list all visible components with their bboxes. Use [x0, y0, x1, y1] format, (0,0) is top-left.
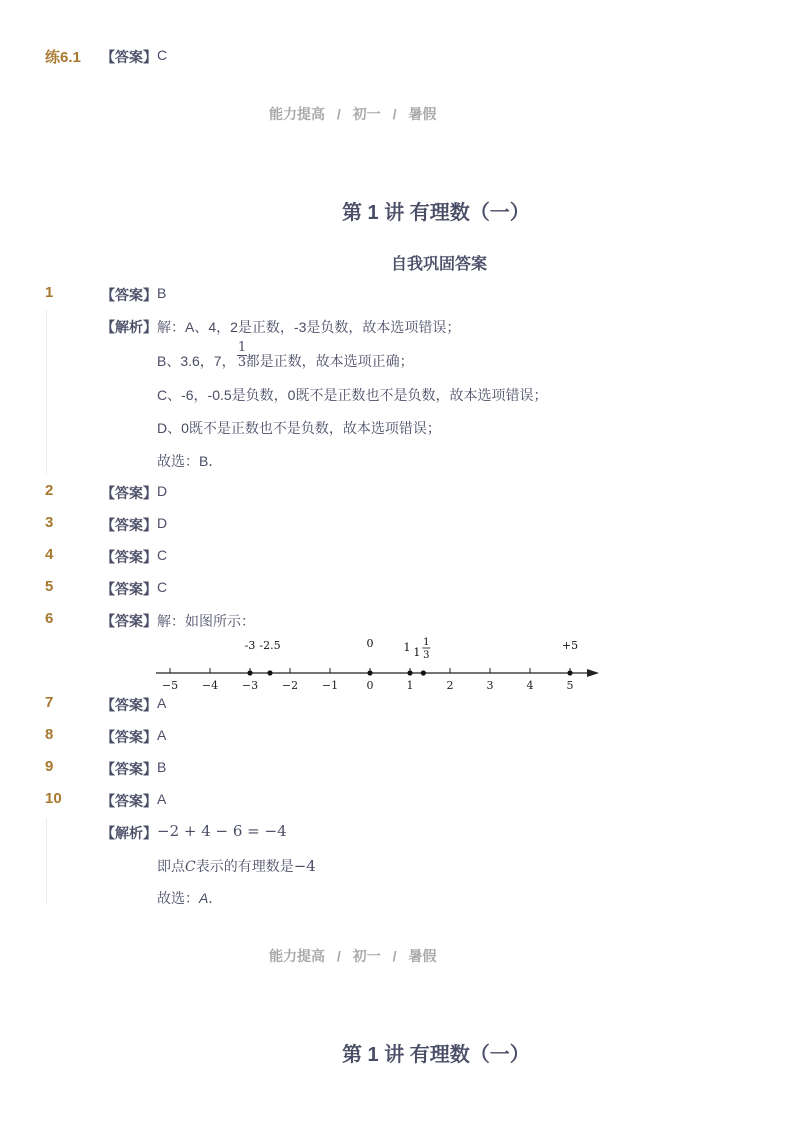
number-line-tick-label: −5	[161, 679, 179, 692]
answer-tag: 【答案】	[101, 613, 157, 629]
math-variable: A	[199, 890, 209, 906]
number-line-tick-label: −3	[241, 679, 259, 692]
answer-tag: 【答案】	[101, 49, 157, 65]
arrow-icon	[587, 669, 599, 677]
number-line-point	[267, 670, 272, 675]
number-line-point-label: -2.5	[259, 639, 281, 652]
answer-value: A	[157, 695, 167, 711]
question-number: 9	[45, 758, 54, 775]
breadcrumb	[269, 946, 436, 966]
breadcrumb	[269, 104, 436, 124]
breadcrumb-separator: /	[336, 948, 341, 964]
number-line-point-label: -3	[244, 639, 256, 652]
answer-value: D	[157, 483, 168, 499]
number-line-point	[567, 670, 572, 675]
analysis-text: 故选：	[157, 890, 199, 906]
analysis-line	[157, 856, 316, 876]
number-line-point-label: +5	[561, 639, 579, 652]
number-line-tick-label: 1	[406, 679, 414, 692]
fraction-numerator: 1	[237, 340, 247, 355]
number-line-point	[407, 670, 412, 675]
number-line-point-label: 0	[366, 637, 374, 650]
analysis-line: 解：A、4，2是正数，-3是负数，故本选项错误；	[157, 319, 461, 335]
answer-value: A	[157, 727, 167, 743]
number-line-tick-label: 4	[526, 679, 534, 692]
block-divider	[46, 818, 47, 903]
analysis-text: B、3.6，7，	[157, 353, 236, 369]
question-number: 6	[45, 610, 54, 627]
analysis-text: 都是正数，故本选项正确；	[245, 353, 414, 369]
math-variable: C	[185, 859, 196, 875]
question-number: 1	[45, 284, 54, 301]
breadcrumb-separator: /	[336, 106, 341, 122]
answer-value: C	[157, 547, 168, 563]
number-line-tick-label: −2	[281, 679, 299, 692]
analysis-text: 表示的有理数是	[195, 858, 294, 874]
breadcrumb-item: 初一	[352, 948, 381, 964]
number-line-tick-label: 5	[566, 679, 574, 692]
answer-value: C	[157, 47, 168, 63]
number-line-point	[367, 670, 372, 675]
answer-tag: 【答案】	[101, 761, 157, 777]
breadcrumb-item: 暑假	[408, 948, 437, 964]
fraction-denominator: 3	[423, 650, 430, 661]
answer-tag: 【答案】	[101, 517, 157, 533]
chapter-title: 第 1 讲 有理数（一）	[342, 1044, 530, 1066]
question-number: 10	[45, 790, 62, 807]
breadcrumb-item: 暑假	[408, 106, 437, 122]
number-line-tick-label: 2	[446, 679, 454, 692]
answer-tag: 【答案】	[101, 485, 157, 501]
answer-tag: 【答案】	[101, 793, 157, 809]
analysis-line: C、-6，-0.5是负数，0既不是正数也不是负数，故本选项错误；	[157, 387, 548, 403]
analysis-line: D、0既不是正数也不是负数，故本选项错误；	[157, 420, 441, 436]
number-line-point	[421, 670, 426, 675]
question-number: 8	[45, 726, 54, 743]
question-number: 5	[45, 578, 54, 595]
number-line-tick-label: 3	[486, 679, 494, 692]
number-line-point-label: 1	[413, 646, 421, 659]
question-number: 3	[45, 514, 54, 531]
analysis-line	[157, 351, 414, 371]
math-expression: −2 + 4 − 6 = −4	[157, 822, 287, 840]
answer-value: C	[157, 579, 168, 595]
answer-tag: 【答案】	[101, 697, 157, 713]
breadcrumb-separator: /	[392, 948, 397, 964]
analysis-text: 即点	[157, 858, 185, 874]
breadcrumb-item: 初一	[352, 106, 381, 122]
answer-value: B	[157, 285, 167, 301]
fraction-denominator: 3	[237, 355, 247, 370]
answer-value: B	[157, 759, 167, 775]
fraction	[235, 341, 249, 370]
number-line-tick-label: −1	[321, 679, 339, 692]
answer-tag: 【答案】	[101, 581, 157, 597]
number-line	[150, 630, 610, 694]
answer-tag: 【答案】	[101, 549, 157, 565]
analysis-line: 故选：B．	[157, 453, 223, 469]
analysis-text: ．	[208, 890, 223, 906]
question-number: 2	[45, 482, 54, 499]
breadcrumb-item: 能力提高	[269, 948, 325, 964]
section-title: 自我巩固答案	[391, 256, 488, 273]
breadcrumb-separator: /	[392, 106, 397, 122]
answer-value: A	[157, 791, 167, 807]
question-number: 4	[45, 546, 54, 563]
chapter-title: 第 1 讲 有理数（一）	[342, 202, 530, 224]
analysis-tag: 【解析】	[101, 825, 157, 841]
analysis-line	[157, 888, 222, 908]
exercise-number: 练6.1	[45, 49, 81, 66]
answer-value: D	[157, 515, 168, 531]
answer-tag: 【答案】	[101, 729, 157, 745]
number-line-tick-label: 0	[366, 679, 374, 692]
math-value: −4	[293, 857, 316, 875]
analysis-tag: 【解析】	[101, 319, 157, 335]
block-divider	[46, 310, 47, 475]
fraction-numerator: 1	[423, 637, 430, 648]
answer-tag: 【答案】	[101, 287, 157, 303]
answer-value: 解：如图所示：	[157, 613, 255, 629]
number-line-point-label: 1	[403, 641, 411, 654]
breadcrumb-item: 能力提高	[269, 106, 325, 122]
number-line-point	[247, 670, 252, 675]
question-number: 7	[45, 694, 54, 711]
number-line-tick-label: −4	[201, 679, 219, 692]
